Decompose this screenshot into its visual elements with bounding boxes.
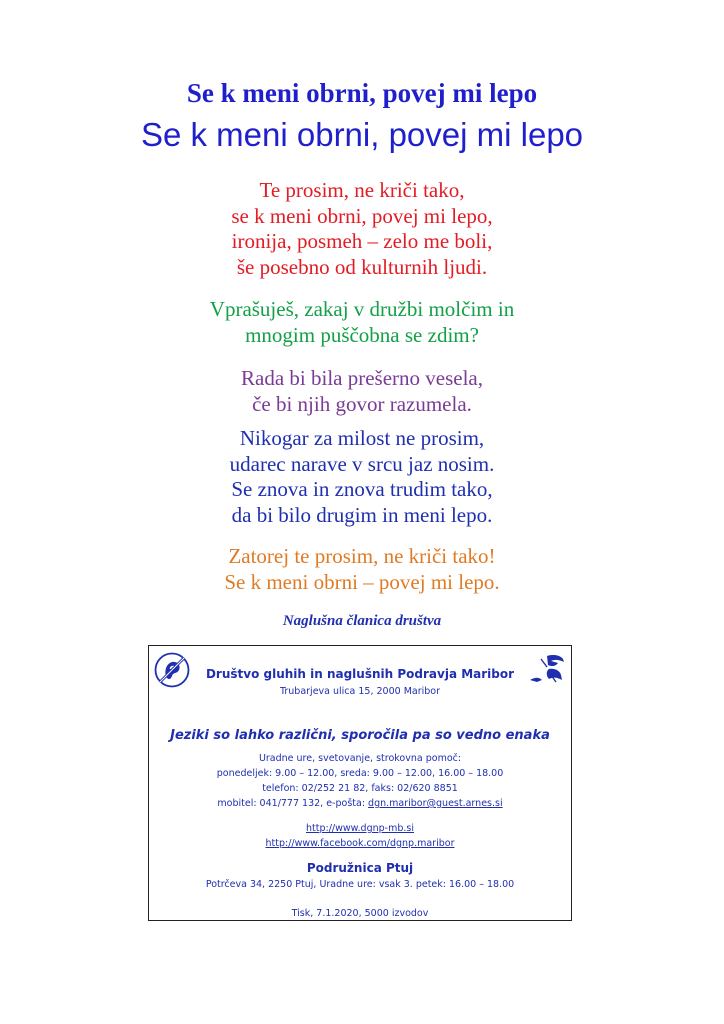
- print-info: Tisk, 7.1.2020, 5000 izvodov: [291, 908, 429, 919]
- verse-line: udarec narave v srcu jaz nosim.: [229, 451, 495, 476]
- verse-line: Rada bi bila prešerno vesela,: [241, 366, 483, 390]
- email-link[interactable]: dgn.maribor@guest.arnes.si: [368, 798, 503, 809]
- mobile-text: mobitel: 041/777 132, e-pošta:: [217, 798, 369, 809]
- verse-line: Vprašuješ, zakaj v družbi molčim in: [209, 297, 515, 321]
- ear-hearing-logo-icon: [154, 652, 190, 688]
- verse-line: da bi bilo drugim in meni lepo.: [231, 502, 493, 527]
- verse-line: se k meni obrni, povej mi lepo,: [231, 203, 493, 228]
- poem-title: Se k meni obrni, povej mi lepo: [186, 78, 538, 108]
- organization-info-box: [148, 645, 572, 921]
- organization-address: Trubarjeva ulica 15, 2000 Maribor: [279, 686, 441, 697]
- verse-line: še posebno od kulturnih ljudi.: [236, 254, 488, 279]
- office-hours-title: Uradne ure, svetovanje, strokovna pomoč:: [258, 753, 462, 764]
- verse-line: Se znova in znova trudim tako,: [231, 477, 493, 501]
- verse-line: ironija, posmeh – zelo me boli,: [231, 229, 493, 253]
- verse-line: mnogim puščobna se zdim?: [245, 322, 479, 347]
- verse-line: če bi njih govor razumela.: [252, 391, 472, 416]
- facebook-link[interactable]: http://www.facebook.com/dgnp.maribor: [265, 838, 455, 849]
- verse-line: Te prosim, ne kriči tako,: [259, 178, 465, 202]
- office-hours: ponedeljek: 9.00 – 12.00, sreda: 9.00 – 12.00, 16.00 – 18.00: [216, 768, 504, 779]
- verse-line: Zatorej te prosim, ne kriči tako!: [228, 544, 496, 568]
- stanza-5: [0, 544, 724, 595]
- verse-line: Se k meni obrni – povej mi lepo.: [224, 569, 500, 594]
- phone-fax: telefon: 02/252 21 82, faks: 02/620 8851: [262, 783, 458, 794]
- web-links: [149, 821, 571, 851]
- stanza-3: [0, 366, 724, 417]
- office-info: [149, 751, 571, 811]
- stanza-2: [0, 297, 724, 348]
- slogan: Jeziki so lahko različni, sporočila pa so vedno enaka: [170, 728, 550, 743]
- sign-language-hands-icon: [527, 653, 567, 687]
- poem-title-large: Se k meni obrni, povej mi lepo: [140, 116, 584, 153]
- branch-address: Potrčeva 34, 2250 Ptuj, Uradne ure: vsak 3. petek: 16.00 – 18.00: [205, 879, 515, 890]
- stanza-1: [0, 178, 724, 280]
- mobile-email-line: [149, 796, 571, 811]
- verse-line: Nikogar za milost ne prosim,: [239, 426, 485, 450]
- author-credit: Naglušna članica društva: [282, 613, 442, 629]
- stanza-4: [0, 426, 724, 528]
- branch-title: Podružnica Ptuj: [306, 861, 414, 875]
- website-link[interactable]: http://www.dgnp-mb.si: [306, 823, 414, 834]
- organization-name: Društvo gluhih in naglušnih Podravja Maribor: [205, 667, 515, 681]
